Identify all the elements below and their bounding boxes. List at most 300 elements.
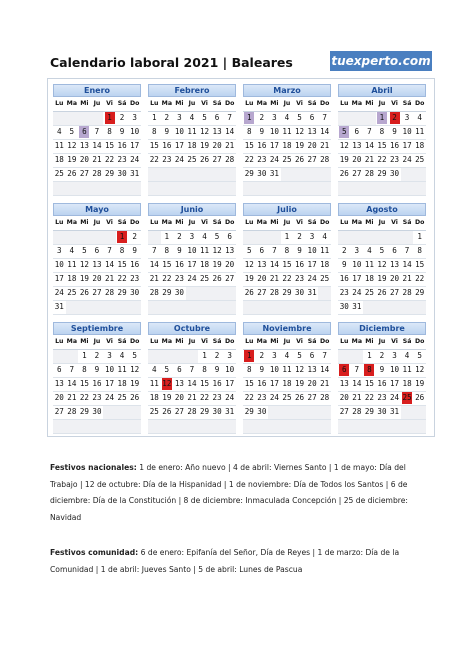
day-cell: 17 [173,140,186,154]
day-cell: 2 [128,231,141,245]
day-cell: 2 [211,350,224,364]
empty-day-cell [103,406,116,420]
day-cell: 23 [338,287,351,301]
weekday-label: Ma [66,217,79,231]
day-cell: 26 [198,154,211,168]
day-cell: 18 [66,273,79,287]
empty-day-cell [211,168,224,182]
day-cell: 1 [78,350,91,364]
weekday-label: Sá [116,217,129,231]
empty-day-cell [66,112,79,126]
day-cell: 9 [293,245,306,259]
weekday-label: Ju [376,98,389,112]
day-cell: 27 [388,287,401,301]
empty-day-cell [243,182,256,196]
day-cell: 13 [173,378,186,392]
empty-day-cell [211,301,224,315]
day-cell: 19 [413,378,426,392]
empty-day-cell [268,182,281,196]
empty-day-cell [293,301,306,315]
day-cell: 23 [293,273,306,287]
weekday-label: Mi [78,217,91,231]
day-cell: 11 [318,245,331,259]
day-cell: 13 [306,364,319,378]
weekday-label: Vi [103,98,116,112]
weekday-label: Mi [173,217,186,231]
day-cell: 3 [103,350,116,364]
month-days-grid [243,98,331,196]
day-cell: 11 [281,126,294,140]
day-cell: 12 [78,259,91,273]
weekday-label: Vi [293,336,306,350]
day-cell: 8 [281,245,294,259]
day-cell: 1 [281,231,294,245]
day-cell: 27 [306,154,319,168]
month-name: Diciembre [338,322,426,335]
month-days-grid [53,217,141,315]
day-cell: 27 [91,287,104,301]
empty-day-cell [91,420,104,434]
day-cell: 19 [161,392,174,406]
day-cell: 9 [211,364,224,378]
day-cell: 24 [128,154,141,168]
regional-holidays-text: 6 de enero: Epifanía del Señor, Día de Reyes | 1 de marzo: Día de la Comunidad | 1 de abril: Jueves Santo | 5 de abril: Lunes de Pascua [50,548,400,574]
day-cell: 21 [66,392,79,406]
empty-day-cell [128,406,141,420]
empty-day-cell [161,168,174,182]
day-cell: 11 [363,259,376,273]
day-cell: 3 [306,231,319,245]
day-cell: 15 [243,378,256,392]
empty-day-cell [173,168,186,182]
empty-day-cell [401,420,414,434]
day-cell: 29 [198,406,211,420]
day-cell: 18 [318,259,331,273]
day-cell: 7 [268,245,281,259]
empty-day-cell [376,420,389,434]
day-cell: 4 [148,364,161,378]
day-cell: 30 [338,301,351,315]
day-cell: 20 [53,392,66,406]
day-cell: 20 [91,273,104,287]
empty-day-cell [211,182,224,196]
weekday-label: Ju [91,336,104,350]
day-cell: 22 [161,273,174,287]
day-cell: 27 [78,168,91,182]
weekday-label: Lu [338,217,351,231]
empty-day-cell [388,182,401,196]
day-cell: 17 [268,378,281,392]
day-cell: 16 [211,378,224,392]
month-septiembre [53,322,141,434]
day-cell: 9 [116,126,129,140]
empty-day-cell [198,287,211,301]
day-cell: 8 [243,364,256,378]
empty-day-cell [351,112,364,126]
day-cell: 29 [376,168,389,182]
month-days-grid [53,336,141,434]
day-cell: 15 [198,378,211,392]
day-cell: 26 [66,168,79,182]
month-days-grid [148,217,236,315]
day-cell: 21 [318,378,331,392]
day-cell: 16 [338,273,351,287]
day-cell: 30 [91,406,104,420]
day-cell: 18 [186,140,199,154]
day-cell: 8 [78,364,91,378]
day-cell: 23 [128,273,141,287]
empty-day-cell [128,182,141,196]
empty-day-cell [318,420,331,434]
empty-day-cell [128,301,141,315]
day-cell: 4 [281,112,294,126]
weekday-label: Ju [91,217,104,231]
national-holiday-day: 6 [338,364,351,378]
month-name: Julio [243,203,331,216]
day-cell: 9 [173,245,186,259]
month-name: Septiembre [53,322,141,335]
empty-day-cell [66,301,79,315]
day-cell: 17 [351,273,364,287]
day-cell: 7 [91,126,104,140]
day-cell: 13 [338,378,351,392]
day-cell: 2 [161,112,174,126]
day-cell: 11 [66,259,79,273]
empty-day-cell [53,350,66,364]
day-cell: 24 [388,392,401,406]
empty-day-cell [401,231,414,245]
weekday-label: Ju [376,336,389,350]
regional-holidays-note [50,545,434,578]
empty-day-cell [363,231,376,245]
empty-day-cell [413,420,426,434]
weekday-label: Lu [148,98,161,112]
day-cell: 7 [66,364,79,378]
day-cell: 16 [128,259,141,273]
day-cell: 27 [351,168,364,182]
day-cell: 6 [211,112,224,126]
month-mayo [53,203,141,315]
day-cell: 16 [116,140,129,154]
day-cell: 15 [161,259,174,273]
empty-day-cell [281,420,294,434]
empty-day-cell [66,420,79,434]
day-cell: 6 [351,126,364,140]
day-cell: 12 [376,259,389,273]
day-cell: 22 [363,392,376,406]
day-cell: 10 [186,245,199,259]
day-cell: 29 [281,287,294,301]
day-cell: 13 [211,126,224,140]
weekday-label: Lu [243,336,256,350]
day-cell: 18 [281,378,294,392]
day-cell: 24 [103,392,116,406]
empty-day-cell [363,182,376,196]
day-cell: 30 [256,168,269,182]
regional-holiday-day: 1 [376,112,389,126]
day-cell: 12 [243,259,256,273]
day-cell: 14 [318,126,331,140]
day-cell: 5 [78,245,91,259]
day-cell: 14 [103,259,116,273]
day-cell: 21 [223,140,236,154]
day-cell: 21 [91,154,104,168]
day-cell: 1 [363,350,376,364]
day-cell: 31 [268,168,281,182]
empty-day-cell [186,182,199,196]
empty-day-cell [268,231,281,245]
day-cell: 9 [161,126,174,140]
weekday-label: Do [413,217,426,231]
empty-day-cell [401,168,414,182]
day-cell: 17 [103,378,116,392]
calendar-grid [47,78,435,437]
month-noviembre [243,322,331,434]
empty-day-cell [256,231,269,245]
day-cell: 22 [78,392,91,406]
day-cell: 2 [376,350,389,364]
empty-day-cell [268,301,281,315]
empty-day-cell [306,301,319,315]
day-cell: 12 [293,364,306,378]
empty-day-cell [161,350,174,364]
day-cell: 20 [306,140,319,154]
day-cell: 27 [173,406,186,420]
day-cell: 17 [306,259,319,273]
empty-day-cell [376,182,389,196]
day-cell: 14 [148,259,161,273]
weekday-label: Do [413,336,426,350]
day-cell: 31 [388,406,401,420]
day-cell: 23 [173,273,186,287]
day-cell: 5 [198,112,211,126]
weekday-label: Do [318,98,331,112]
national-holiday-day: 8 [363,364,376,378]
day-cell: 29 [103,168,116,182]
day-cell: 4 [116,350,129,364]
day-cell: 3 [173,112,186,126]
day-cell: 13 [351,140,364,154]
day-cell: 21 [103,273,116,287]
empty-day-cell [388,301,401,315]
day-cell: 8 [161,245,174,259]
day-cell: 26 [293,154,306,168]
weekday-label: Mi [268,217,281,231]
day-cell: 24 [306,273,319,287]
empty-day-cell [223,301,236,315]
day-cell: 31 [53,301,66,315]
weekday-label: Lu [53,217,66,231]
day-cell: 18 [281,140,294,154]
day-cell: 30 [173,287,186,301]
month-abril [338,84,426,196]
day-cell: 7 [318,350,331,364]
day-cell: 23 [256,154,269,168]
day-cell: 28 [351,406,364,420]
weekday-label: Mi [268,98,281,112]
empty-day-cell [53,231,66,245]
day-cell: 1 [148,112,161,126]
day-cell: 28 [318,154,331,168]
weekday-label: Sá [401,217,414,231]
empty-day-cell [293,182,306,196]
empty-day-cell [223,182,236,196]
day-cell: 14 [318,364,331,378]
empty-day-cell [173,301,186,315]
day-cell: 23 [161,154,174,168]
day-cell: 16 [91,378,104,392]
day-cell: 4 [401,350,414,364]
empty-day-cell [281,301,294,315]
day-cell: 13 [78,140,91,154]
empty-day-cell [91,112,104,126]
day-cell: 10 [173,126,186,140]
day-cell: 8 [413,245,426,259]
day-cell: 5 [161,364,174,378]
month-octubre [148,322,236,434]
empty-day-cell [78,301,91,315]
empty-day-cell [376,301,389,315]
empty-day-cell [116,182,129,196]
empty-day-cell [53,112,66,126]
day-cell: 20 [338,392,351,406]
day-cell: 22 [103,154,116,168]
day-cell: 6 [53,364,66,378]
day-cell: 13 [388,259,401,273]
empty-day-cell [128,420,141,434]
brand-logo: tuexperto.com [330,51,432,71]
day-cell: 7 [148,245,161,259]
empty-day-cell [91,301,104,315]
weekday-label: Lu [148,217,161,231]
day-cell: 29 [243,406,256,420]
day-cell: 2 [91,350,104,364]
weekday-label: Ju [281,98,294,112]
weekday-label: Mi [173,98,186,112]
day-cell: 2 [256,350,269,364]
empty-day-cell [186,168,199,182]
day-cell: 28 [103,287,116,301]
day-cell: 16 [388,140,401,154]
day-cell: 15 [363,378,376,392]
day-cell: 11 [413,126,426,140]
day-cell: 23 [256,392,269,406]
empty-day-cell [376,231,389,245]
day-cell: 29 [78,406,91,420]
weekday-label: Mi [363,98,376,112]
weekday-label: Vi [388,217,401,231]
day-cell: 20 [388,273,401,287]
empty-day-cell [211,287,224,301]
day-cell: 20 [351,154,364,168]
day-cell: 15 [281,259,294,273]
day-cell: 20 [173,392,186,406]
day-cell: 8 [148,126,161,140]
weekday-label: Vi [198,336,211,350]
day-cell: 18 [53,154,66,168]
day-cell: 7 [103,245,116,259]
weekday-label: Mi [363,217,376,231]
day-cell: 7 [186,364,199,378]
empty-day-cell [351,231,364,245]
day-cell: 31 [128,168,141,182]
weekday-label: Mi [363,336,376,350]
empty-day-cell [243,301,256,315]
empty-day-cell [293,168,306,182]
day-cell: 2 [338,245,351,259]
weekday-label: Sá [211,98,224,112]
day-cell: 12 [128,364,141,378]
day-cell: 4 [66,245,79,259]
weekday-label: Vi [198,98,211,112]
weekday-label: Lu [53,98,66,112]
day-cell: 30 [211,406,224,420]
weekday-label: Do [128,336,141,350]
day-cell: 21 [363,154,376,168]
day-cell: 5 [128,350,141,364]
day-cell: 21 [268,273,281,287]
day-cell: 3 [388,350,401,364]
day-cell: 28 [91,168,104,182]
day-cell: 9 [256,364,269,378]
day-cell: 5 [66,126,79,140]
weekday-label: Ju [186,336,199,350]
empty-day-cell [198,182,211,196]
day-cell: 19 [376,273,389,287]
weekday-label: Vi [198,217,211,231]
day-cell: 29 [363,406,376,420]
month-name: Mayo [53,203,141,216]
weekday-label: Lu [148,336,161,350]
day-cell: 4 [363,245,376,259]
empty-day-cell [318,182,331,196]
weekday-label: Vi [388,98,401,112]
day-cell: 27 [211,154,224,168]
month-diciembre [338,322,426,434]
day-cell: 8 [198,364,211,378]
day-cell: 9 [338,259,351,273]
day-cell: 28 [268,287,281,301]
day-cell: 17 [128,140,141,154]
empty-day-cell [173,420,186,434]
day-cell: 3 [128,112,141,126]
day-cell: 18 [413,140,426,154]
day-cell: 3 [268,350,281,364]
day-cell: 3 [186,231,199,245]
day-cell: 14 [223,126,236,140]
day-cell: 21 [401,273,414,287]
empty-day-cell [186,420,199,434]
month-name: Marzo [243,84,331,97]
day-cell: 28 [223,154,236,168]
weekday-label: Mi [78,336,91,350]
day-cell: 2 [256,112,269,126]
regional-holiday-day: 5 [338,126,351,140]
day-cell: 23 [91,392,104,406]
day-cell: 10 [401,126,414,140]
day-cell: 3 [351,245,364,259]
weekday-label: Do [413,98,426,112]
day-cell: 5 [376,245,389,259]
day-cell: 10 [223,364,236,378]
day-cell: 25 [148,406,161,420]
empty-day-cell [388,420,401,434]
weekday-label: Lu [243,217,256,231]
day-cell: 25 [198,273,211,287]
day-cell: 8 [116,245,129,259]
empty-day-cell [268,420,281,434]
day-cell: 10 [268,126,281,140]
